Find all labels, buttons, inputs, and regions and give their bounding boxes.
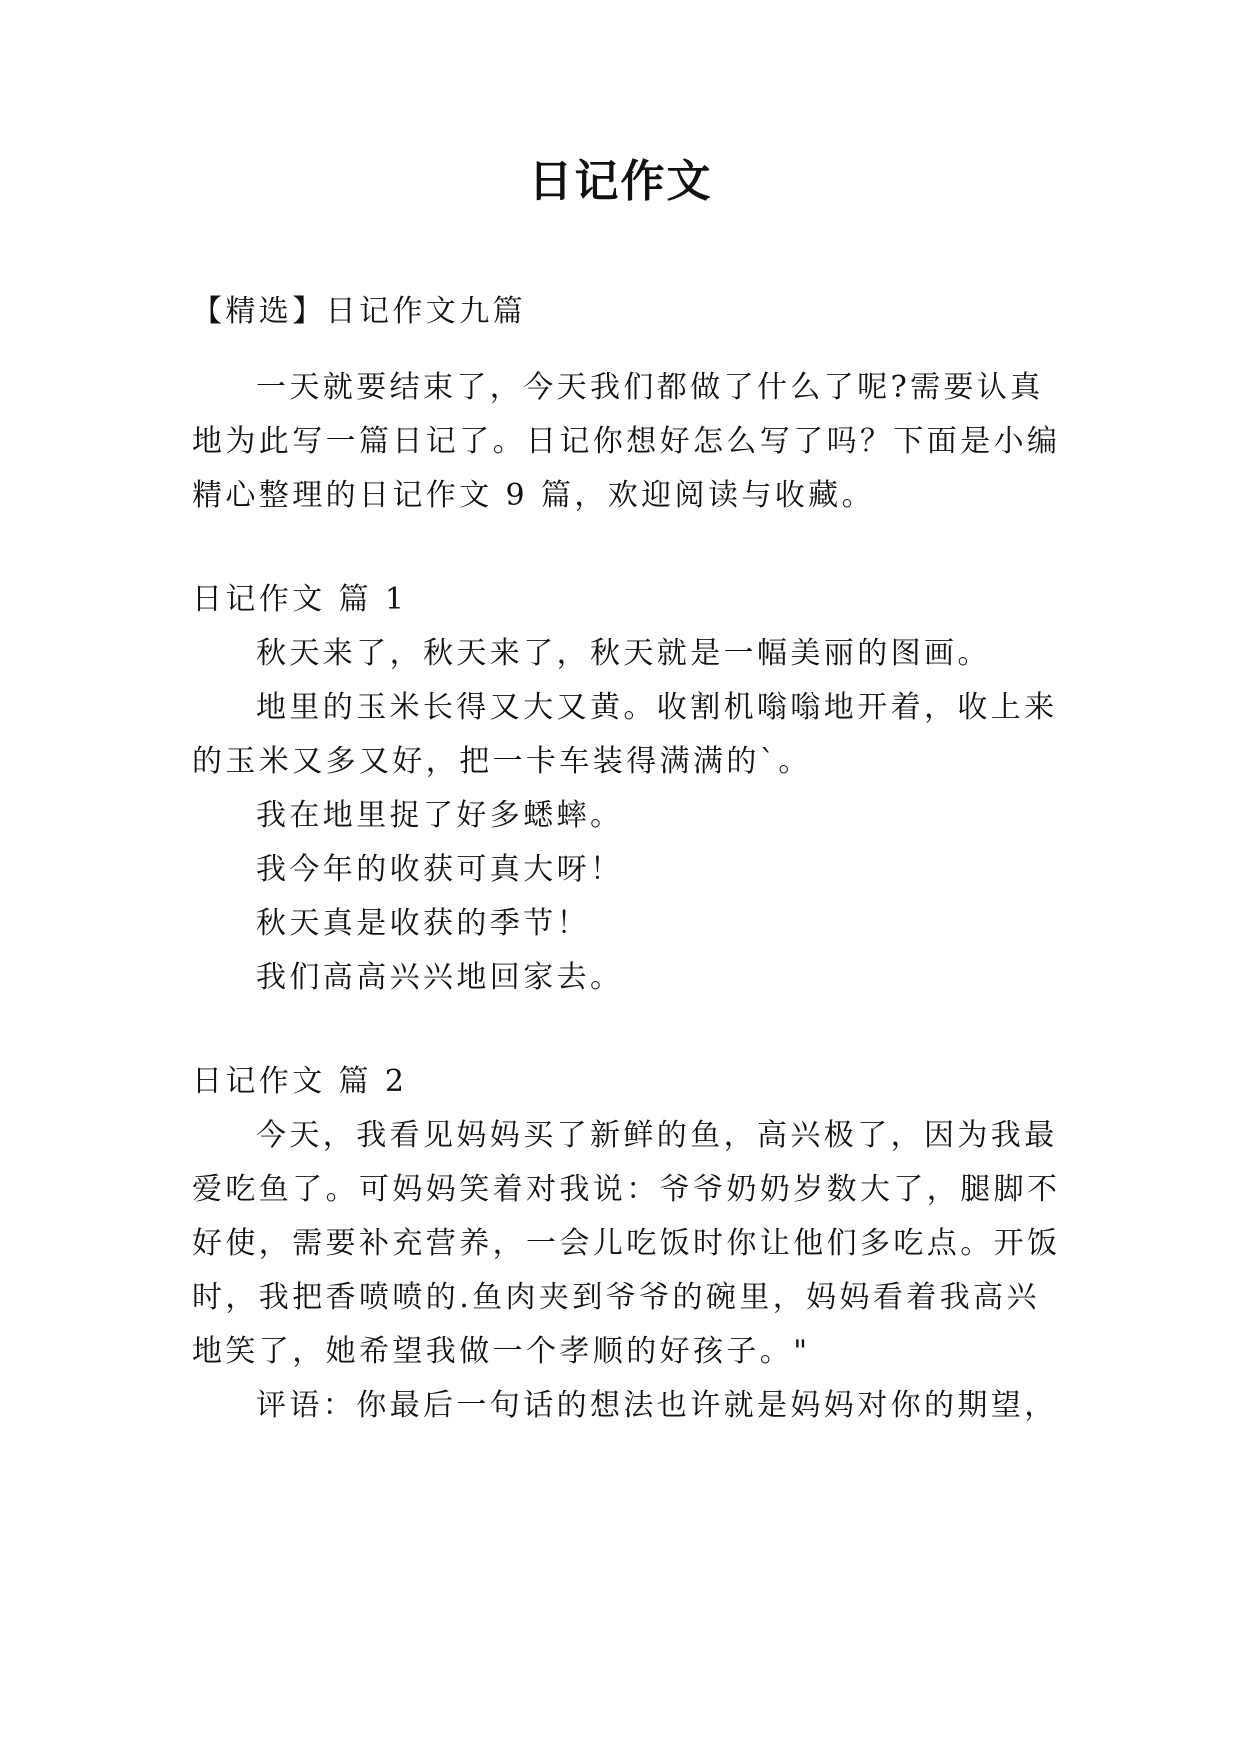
section-line: 地笑了，她希望我做一个孝顺的好孩子。" xyxy=(192,1334,811,1369)
section-line: 我在地里捉了好多蟋蟀。 xyxy=(256,798,624,833)
section-heading: 日记作文 篇 1 xyxy=(192,582,408,617)
section-line: 地里的玉米长得又大又黄。收割机嗡嗡地开着，收上来 xyxy=(256,690,1058,725)
section-line: 好使，需要补充营养，一会儿吃饭时你让他们多吃点。开饭 xyxy=(192,1226,1061,1261)
intro-line: 一天就要结束了，今天我们都做了什么了呢?需要认真 xyxy=(256,370,1044,405)
section-line: 秋天来了，秋天来了，秋天就是一幅美丽的图画。 xyxy=(256,636,991,671)
intro-line: 地为此写一篇日记了。日记你想好怎么写了吗？下面是小编 xyxy=(192,424,1061,459)
section-line: 评语：你最后一句话的想法也许就是妈妈对你的期望， xyxy=(256,1388,1058,1423)
section-line: 爱吃鱼了。可妈妈笑着对我说：爷爷奶奶岁数大了，腿脚不 xyxy=(192,1172,1061,1207)
section-line: 今天，我看见妈妈买了新鲜的鱼，高兴极了，因为我最 xyxy=(256,1118,1058,1153)
section-heading: 日记作文 篇 2 xyxy=(192,1064,408,1099)
section-line: 秋天真是收获的季节！ xyxy=(256,906,590,941)
document-subtitle: 【精选】日记作文九篇 xyxy=(192,294,526,329)
section-line: 的玉米又多又好，把一卡车装得满满的`。 xyxy=(192,744,812,779)
intro-line: 精心整理的日记作文 9 篇，欢迎阅读与收藏。 xyxy=(192,478,875,513)
document-title: 日记作文 xyxy=(528,156,713,207)
section-line: 我们高高兴兴地回家去。 xyxy=(256,960,624,995)
section-line: 我今年的收获可真大呀！ xyxy=(256,852,624,887)
section-line: 时，我把香喷喷的.鱼肉夹到爷爷的碗里，妈妈看着我高兴 xyxy=(192,1280,1040,1315)
